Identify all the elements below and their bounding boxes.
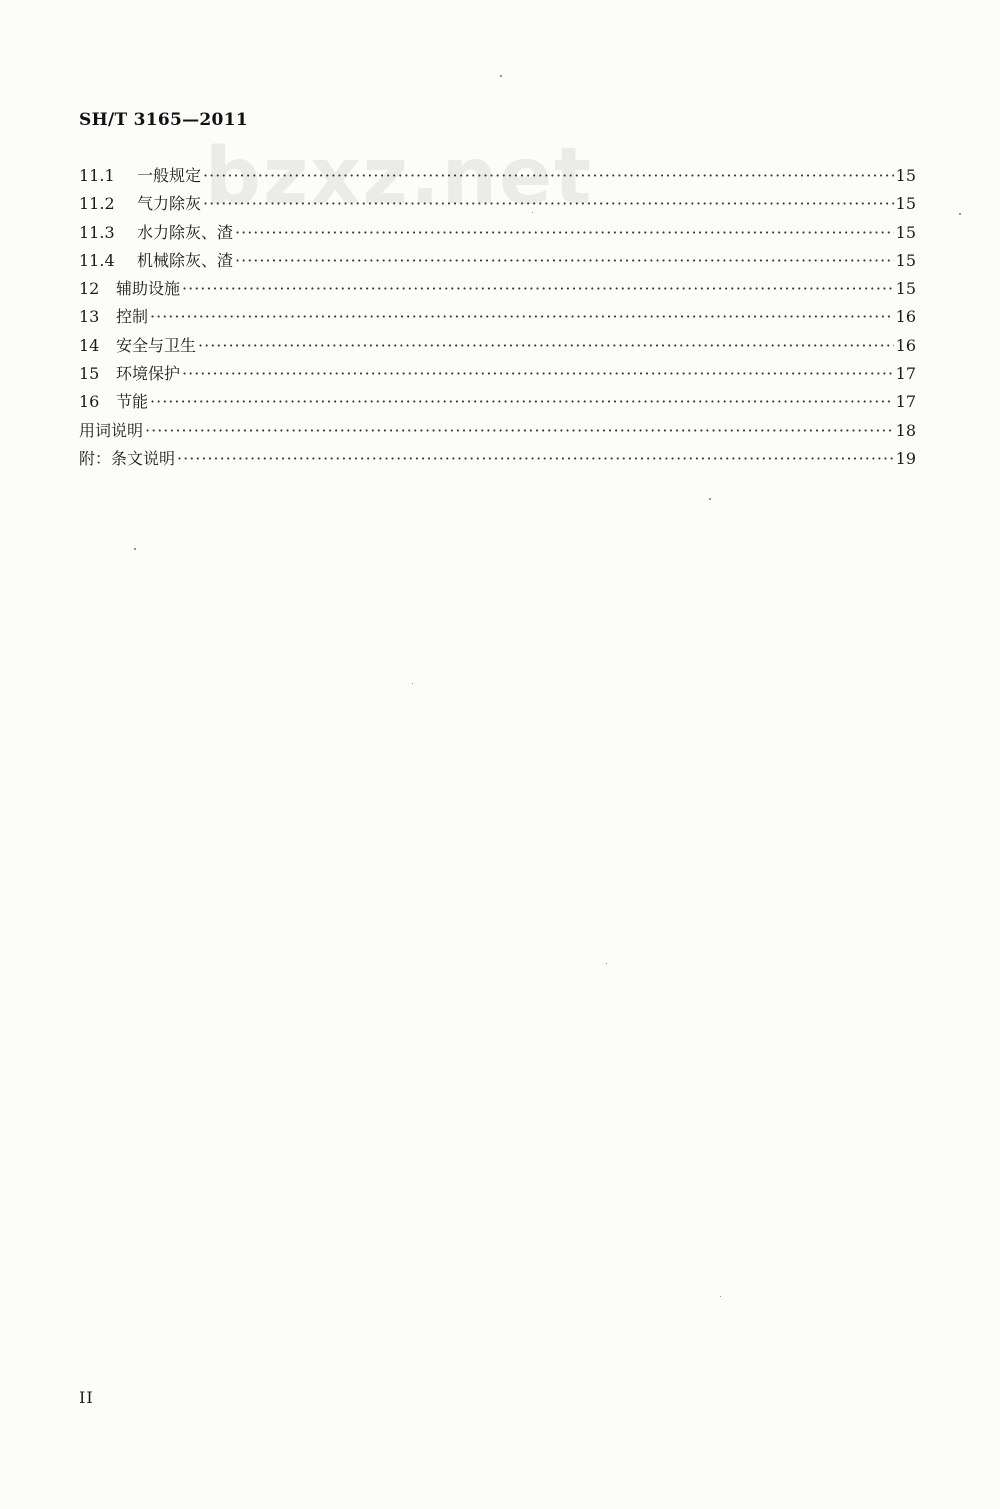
- standard-code: SH/T 3165—2011: [79, 110, 248, 130]
- toc-entry-title: 一般规定: [137, 166, 202, 185]
- dot-leader: [198, 332, 894, 360]
- dot-leader: [145, 417, 894, 445]
- toc-entry-title: 水力除灰、渣: [137, 222, 234, 242]
- page-number: II: [79, 1388, 94, 1407]
- toc-entry-title: 附：条文说明: [79, 448, 176, 468]
- dot-leader: [235, 247, 894, 275]
- toc-entry-number: 13: [79, 307, 100, 327]
- toc-entry-number: 16: [79, 392, 100, 412]
- toc-entry-page: 19: [895, 448, 916, 468]
- dot-leader: [203, 162, 894, 190]
- scan-speck: [134, 548, 136, 550]
- scan-speck: [532, 212, 533, 213]
- scan-speck: [720, 1296, 721, 1297]
- toc-entry-page: 15: [895, 222, 916, 242]
- toc-entry[interactable]: [79, 388, 916, 416]
- scan-speck: [500, 75, 502, 77]
- toc-entry-number: 11.4: [79, 250, 115, 270]
- toc-entry-title: 气力除灰: [137, 194, 202, 214]
- scan-speck: [959, 213, 961, 215]
- toc-entry-title: 节能: [116, 392, 149, 412]
- toc-entry-page: 17: [895, 392, 916, 412]
- toc-entry-page: 15: [895, 250, 916, 270]
- watermark: bzxz.net: [205, 132, 594, 222]
- toc-entry-page: 15: [895, 166, 916, 185]
- toc-entry-title: 用词说明: [79, 420, 144, 440]
- toc-entry[interactable]: [79, 360, 916, 388]
- toc-entry[interactable]: [79, 275, 916, 303]
- toc-entry[interactable]: [79, 332, 916, 360]
- toc-entry-page: 18: [895, 420, 916, 440]
- toc-entry-title: 控制: [116, 307, 149, 327]
- dot-leader: [182, 275, 894, 303]
- scan-speck: [412, 683, 413, 684]
- toc-entry-title: 机械除灰、渣: [137, 250, 234, 270]
- toc-entry-number: 11.3: [79, 222, 115, 242]
- toc-entry-page: 16: [895, 307, 916, 327]
- table-of-contents: [79, 162, 916, 473]
- toc-entry-page: 15: [895, 279, 916, 299]
- toc-entry-page: 17: [895, 364, 916, 384]
- dot-leader: [203, 190, 894, 218]
- toc-entry-title: 安全与卫生: [116, 335, 197, 355]
- toc-entry-number: 15: [79, 364, 100, 384]
- toc-entry[interactable]: [79, 445, 916, 473]
- toc-entry[interactable]: [79, 417, 916, 445]
- toc-entry[interactable]: [79, 190, 916, 218]
- toc-entry-number: 12: [79, 279, 100, 299]
- toc-entry[interactable]: [79, 219, 916, 247]
- toc-entry-page: 16: [895, 335, 916, 355]
- dot-leader: [235, 219, 894, 247]
- toc-entry[interactable]: [79, 247, 916, 275]
- toc-entry-number: 11.2: [79, 194, 115, 214]
- scan-speck: [709, 498, 711, 500]
- toc-entry-title: 辅助设施: [116, 279, 181, 299]
- toc-entry[interactable]: [79, 162, 916, 190]
- toc-entry-page: 15: [895, 194, 916, 214]
- dot-leader: [150, 303, 894, 331]
- scan-speck: [606, 963, 607, 964]
- dot-leader: [150, 388, 894, 416]
- toc-entry-number: 11.1: [79, 166, 115, 185]
- dot-leader: [177, 445, 894, 473]
- toc-entry-number: 14: [79, 335, 100, 355]
- toc-entry[interactable]: [79, 303, 916, 331]
- dot-leader: [182, 360, 894, 388]
- toc-entry-title: 环境保护: [116, 364, 181, 384]
